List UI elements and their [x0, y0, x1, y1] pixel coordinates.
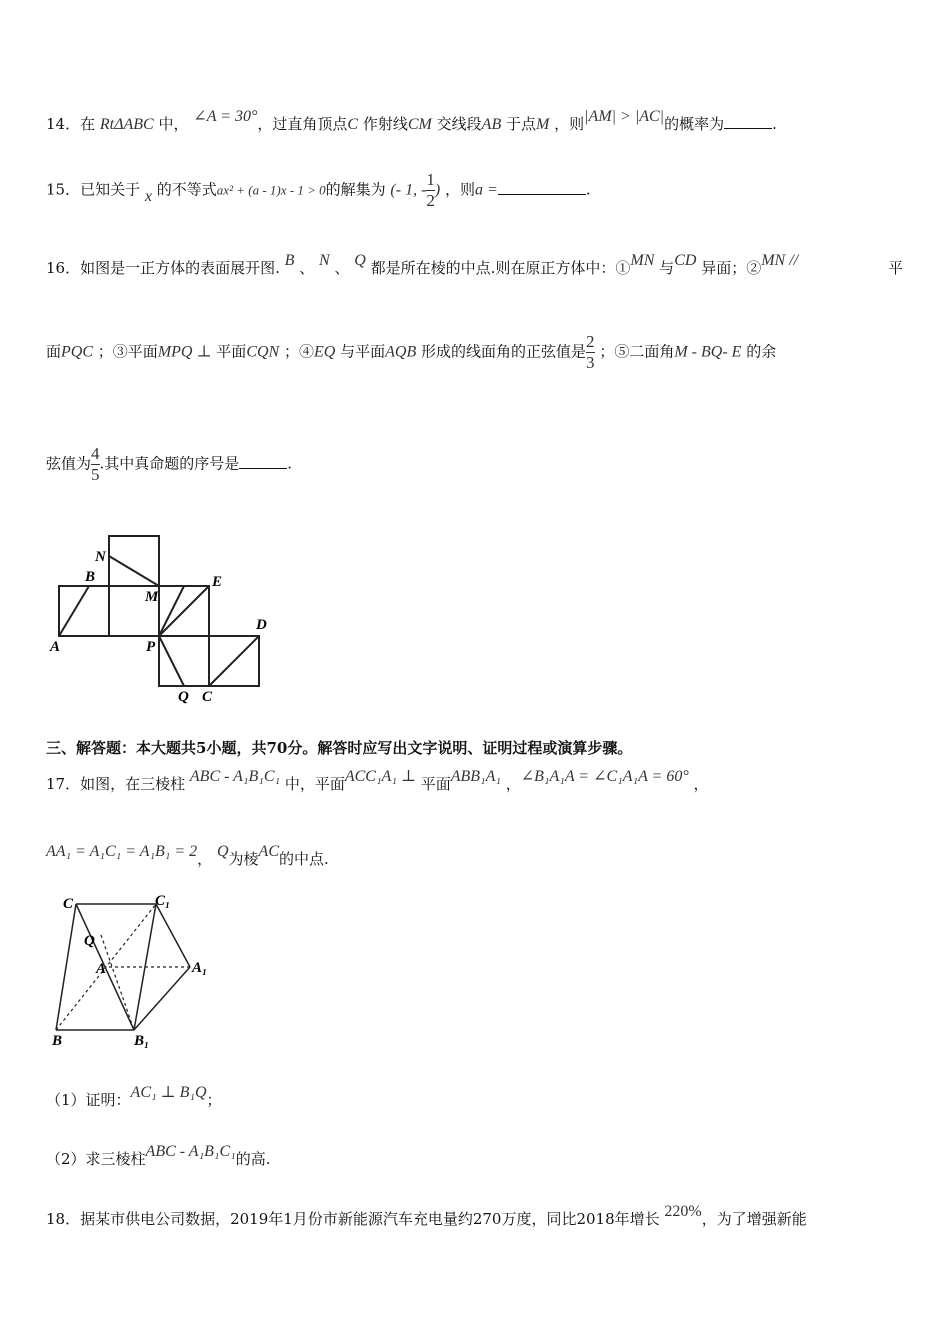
fraction: $\frac{2}{3}$ — [586, 332, 595, 372]
label-D: D — [256, 617, 267, 633]
label-E: E — [212, 574, 223, 590]
question-17-line-2: AA₁ = A₁C₁ = A₁B₁ = 2， Q为棱AC的中点. — [46, 843, 329, 868]
label-B1: B₁ — [134, 1033, 150, 1049]
fraction: $\frac{1}{2}$ — [426, 170, 435, 210]
label-N: N — [95, 549, 106, 565]
label-B: B — [52, 1033, 63, 1049]
label-Q: Q — [178, 689, 189, 705]
label-A: A — [96, 961, 107, 977]
label-C: C — [202, 689, 213, 705]
cube-net-figure — [40, 530, 280, 710]
label-Q: Q — [84, 933, 95, 949]
question-17-part-2: （2）求三棱柱ABC - A₁B₁C₁的高. — [46, 1143, 271, 1168]
label-M: M — [145, 589, 159, 605]
prism-figure — [46, 890, 226, 1050]
question-17: 17．如图，在三棱柱 ABC - A₁B₁C₁ 中，平面ACC₁A₁ ⊥ 平面ABB₁A₁ ，∠B₁A₁A = ∠C₁A₁A = 60° ， — [46, 768, 709, 793]
question-14: 14．在 RtΔABC 中， ∠A = 30°，过直角顶点C 作射线CM 交线段AB 于点M ，则|AM| > |AC|的概率为 . — [46, 108, 777, 133]
label-A: A — [50, 639, 61, 655]
question-18: 18．据某市供电公司数据，2019年1月份市新能源汽车充电量约270万度，同比2018年增长 220%，为了增强新能 — [46, 1203, 807, 1228]
q18-number: 18． — [46, 1210, 81, 1228]
q16-number: 16． — [46, 259, 81, 277]
question-16-line-3: 弦值为 $\frac{4}{5}$ .其中真命题的序号是 . — [46, 444, 293, 484]
label-C: C — [63, 896, 74, 912]
q15-number: 15． — [46, 180, 81, 199]
answer-blank[interactable] — [724, 116, 772, 129]
q17-number: 17． — [46, 775, 81, 793]
label-P: P — [146, 639, 156, 655]
question-16: 16．如图是一正方体的表面展开图. B 、 N 、 Q 都是所在棱的中点.则在原正方体中：①MN 与CD 异面；②MN // 平 — [46, 252, 904, 277]
label-A1: A₁ — [192, 960, 208, 976]
question-16-line-2: 面PQC ；③平面MPQ ⊥ 平面CQN ；④EQ 与平面AQB 形成的线面角的正弦值是 $\frac{2}{3}$ ；⑤二面角M - BQ- E 的余 — [46, 332, 777, 372]
section-heading: 三、解答题：本大题共5小题，共70分。解答时应写出文字说明、证明过程或演算步骤。 — [46, 739, 633, 757]
fraction: $\frac{4}{5}$ — [91, 444, 100, 484]
answer-blank[interactable] — [239, 456, 287, 469]
question-17-part-1: （1）证明：AC₁ ⊥ B₁Q； — [46, 1084, 222, 1109]
label-C1: C₁ — [155, 893, 171, 909]
label-B: B — [85, 569, 96, 585]
question-15: 15．已知关于 x 的不等式ax² + (a - 1)x - 1 > 0的解集为 (- 1, - $\frac{1}{2}$ ) ，则a = . — [46, 170, 591, 210]
q14-number: 14． — [46, 115, 81, 133]
answer-blank[interactable] — [498, 182, 586, 195]
